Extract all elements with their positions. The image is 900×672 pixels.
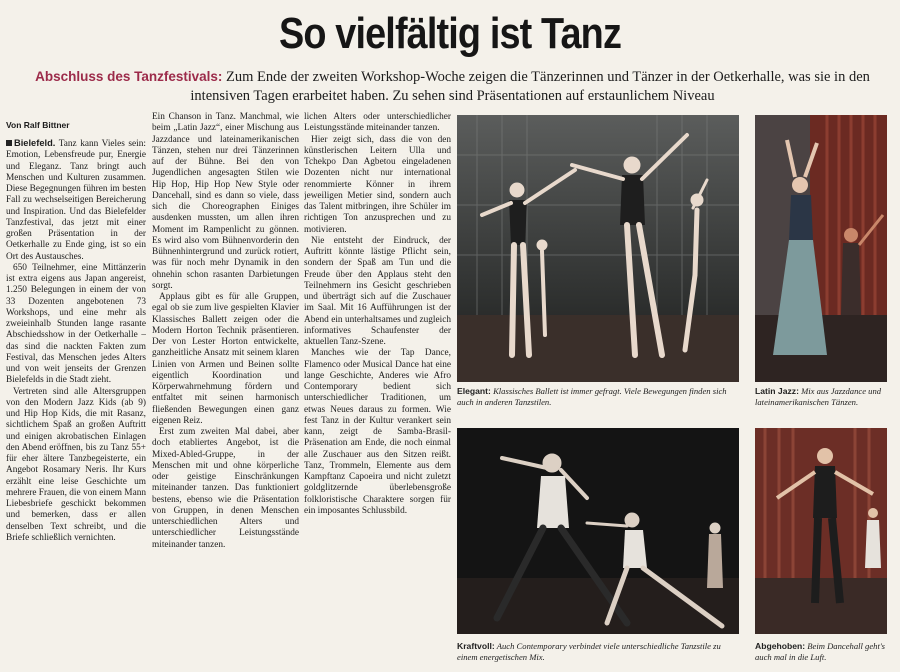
caption-label: Abgehoben: [755, 641, 806, 651]
paragraph: lichen Alters oder unterschiedlicher Leistungsstände miteinander tanzen. [304, 112, 451, 134]
photo-contemporary [457, 428, 739, 634]
deck-text: Zum Ende der zweiten Workshop-Woche zeigen die Tänzerinnen und Tänzer in der Oetkerhalle, was sie in den intensiven Tagen erarbeitet haben. Zu sehen sind Präsentationen auf erstaunlichem Niveau [190, 69, 870, 104]
paragraph: 650 Teilnehmer, eine Mittänzerin ist extra eigens aus Japan angereist, 1.250 Belegungen in einem der von 33 Dozenten angebotenen 73 Workshops, und eine mehr als zweieinhalb Stunden lange rasante Abschiedsshow in der Oetkerhalle – das sind die nackten Fakten zum Festival, das Menschen jedes Alters und von weit jenseits der Grenzen Bielefelds in die Stadt zieht. [6, 262, 146, 386]
square-bullet-icon [6, 140, 12, 146]
caption-label: Elegant: [457, 386, 491, 396]
article-column-3 [304, 112, 451, 670]
caption-kraftvoll [457, 641, 742, 662]
caption-latin-jazz [755, 386, 890, 407]
caption-label: Kraftvoll: [457, 641, 495, 651]
headline: So vielfältig ist Tanz [278, 9, 622, 58]
photo-dancehall [755, 428, 887, 634]
paragraph: Manches wie der Tap Dance, Flamenco oder Musical Dance hat eine lange Geschichte, Anderes wie Afro Contemporary bedient sich unterschiedlicher Traditionen, um etwas Neues daraus zu formen. Wie fest Tanz in der Kultur verankert sein kann, zeigt de Samba-Brasil-Präsenation am Ende, die noch einmal alle Zuschauer aus den Sitzen reißt. Tanz, Trommeln, Elemente aus dem Kampftanz Capoeira und nicht zuletzt goldglitzernde überlebensgroße folkloristische Charaktere sorgen für ein imposantes Schlussbild. [304, 348, 451, 516]
dateline: Bielefeld. [14, 138, 56, 148]
caption-elegant [457, 386, 742, 407]
caption-text: Mix aus Jazzdance und lateinamerikanischen Tänzen. [755, 386, 882, 407]
caption-text: Beim Dancehall geht's auch mal in die Luft. [755, 641, 886, 662]
byline: Von Ralf Bittner [6, 120, 70, 130]
deck [30, 67, 875, 106]
photo-ballet [457, 115, 739, 382]
caption-abgehoben [755, 641, 890, 662]
paragraph-text: Tanz kann Vieles sein: Emotion, Lebensfreude pur, Energie und Eleganz. Tanz bringt auch Menschen und Kulturen zusammen. Diese Begegnungen führen im besten Fall zu wechselseitigen Bereicherung und Inspiration. Und das Bielefelder Tanzfestival, das jetzt mit einer großen Präsentation in der Oetkerhalle zu Ende ging, ist so ein Ort des Austausches. [6, 139, 146, 262]
deck-kicker: Abschluss des Tanzfestivals: [35, 69, 223, 84]
article-column-2 [152, 112, 299, 670]
paragraph: Erst zum zweiten Mal dabei, aber doch etabliertes Angebot, ist die Mixed-Abled-Gruppe, in der Menschen mit und ohne körperliche oder geistige Einschränkungen miteinander tanzen. Das funktioniert bestens, ebenso wie die Präsentation von Gruppen, in denen Menschen unterschiedlichen Alters und unterschiedlicher Leistungsstände miteinander tanzen. [152, 427, 299, 550]
paragraph: Hier zeigt sich, dass die von den künstlerischen Leitern Ulla und Tchekpo Dan Agbetou eingeladenen Dozenten nicht nur international renommierte Könner in ihrem jeweiligen Metier sind, sondern auch das Talent mitbringen, ihre Schüler im richtigen Ton anzusprechen und zu motivieren. [304, 134, 451, 235]
paragraph: Ein Chanson in Tanz. Manchmal, wie beim „Latin Jazz“, einer Mischung aus Jazzdance und lateinamerikanischen Tänzen, stehen nur drei Tänzerinnen auf der Bühne. Bei den von Jugendlichen angesagten Stilen wie Hip Hop, Hip Hop New Style oder Dancehall, sind es dann so viele, dass sich die Choreographen Einiges ausdenken mussten, um allen ihren Moment im Rampenlicht zu gönnen. Es wird also vom Bühnenvorderin den Bühnenhintergrund und zurück rotiert, was für noch mehr Dynamik in den ohnehin schon rasanten Darbietungen sorgt. [152, 112, 299, 291]
caption-label: Latin Jazz: [755, 386, 799, 396]
caption-text: Klassisches Ballett ist immer gefragt. Viele Bewegungen finden sich auch in anderen Tanzstilen. [457, 386, 727, 407]
article-column-1 [6, 138, 146, 670]
photo-latin-jazz [755, 115, 887, 382]
caption-text: Auch Contemporary verbindet viele unterschiedliche Tanzstile zu einem energetischen Mix. [457, 641, 721, 662]
paragraph: Nie entsteht der Eindruck, der Auftritt könnte lästige Pflicht sein, sondern der Spaß am Tun und die Freude über den Applaus steht den Teilnehmern ins Gesicht geschrieben und überträgt sich auf die Zuschauer im Saal. Mit 16 Aufführungen ist der Abend ein unterhaltsames und zugleich informatives Schaufenster der aktuellen Tanz-Szene. [304, 235, 451, 347]
paragraph: Vertreten sind alle Altersgruppen von den Modern Jazz Kids (ab 9) und Hip Hop Kids, die mit Rasanz, sichtlichem Spaß an großen Auftritt und einigen akrobatischen Einlagen den Abend eröffnen, bis zu Tanz 55+ für eher ältere Tanzbegeisterte, ein Angebot Rosamary Neris. Ihr Kurs erzählt eine leise Geschichte um mehrere Frauen, die von einem Mann Liebesbriefe geschickt bekommen und bemerken, dass er allen denselben Text schreibt, und die Briefe schließlich vernichten. [6, 386, 146, 543]
paragraph: Applaus gibt es für alle Gruppen, egal ob sie zum live gespielten Klavier Klassisches Ballett zeigen oder die Modern Horton Technik präsentieren. Der von Lester Horton entwickelte, ganzheitliche Ansatz mit seinem klaren Linien von Armen und Beinen sollte eigentlich Koordination und Körperwahrnehmung fördern und entfaltet mit seinen harmonisch fließenden Bewegungen einen ganz eigenen Reiz. [152, 292, 299, 426]
paragraph [6, 138, 146, 263]
